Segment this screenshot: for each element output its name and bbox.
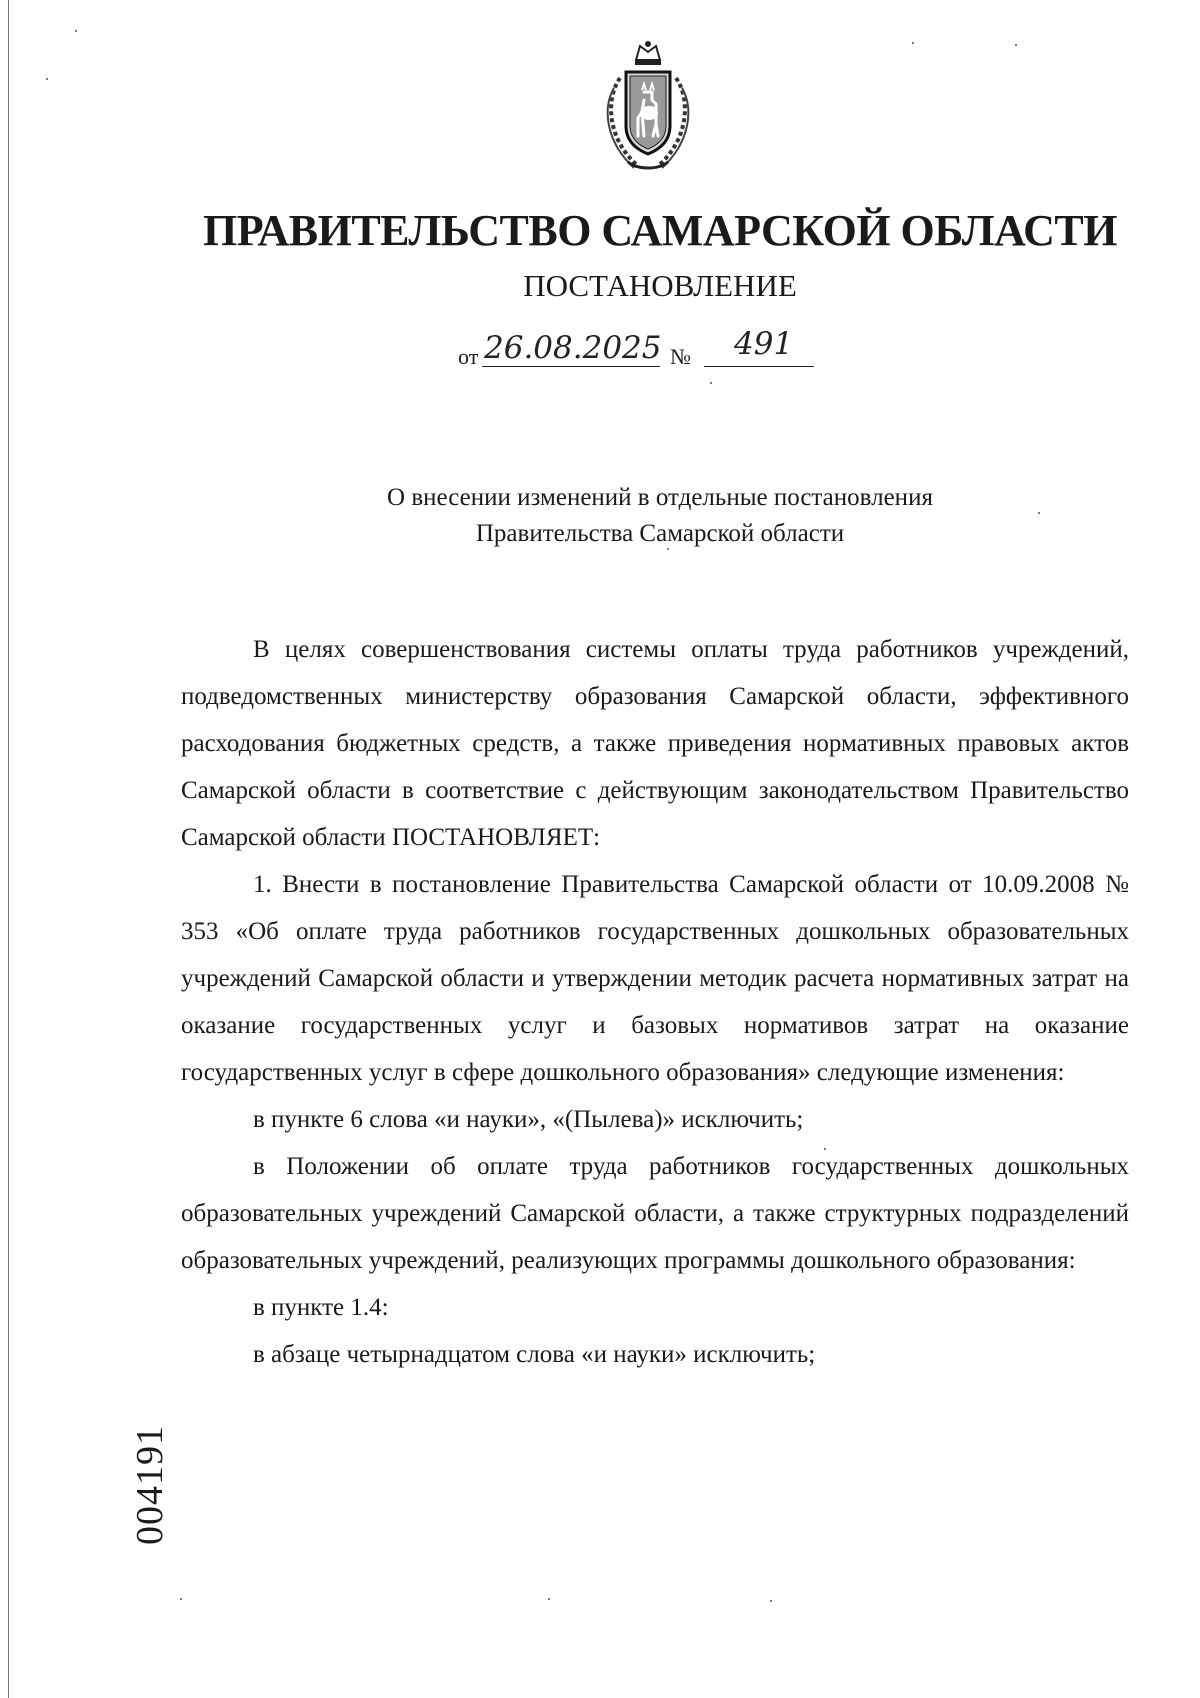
scan-edge-line [8,0,9,1698]
paragraph: В целях совершенствования системы оплаты труда работников учреждений, подведомственных министерству образования Самарской области, эффективного расходования бюджетных средств, а также приведения нормативных правовых актов Самарской области в соответствие с действующим законодательством Правительство Самарской области ПОСТАНОВЛЯЕТ: [181,636,1129,851]
scan-speck [770,1600,772,1602]
subject-line: О внесении изменений в отдельные постановления [387,484,933,511]
handwritten-number: 491 [734,326,794,362]
paragraph: в пункте 1.4: [253,1294,389,1321]
scan-speck [46,78,48,80]
subject-line: Правительства Самарской области [475,520,845,547]
scan-speck [180,1598,182,1600]
date-prefix: от [458,344,479,369]
number-underline [704,366,814,367]
organization-title: ПРАВИТЕЛЬСТВО САМАРСКОЙ ОБЛАСТИ [203,206,1117,255]
number-prefix: № [670,344,691,369]
document-subject [60,480,1200,552]
handwritten-date: 26.08.2025 [484,330,662,366]
scan-speck [710,382,712,384]
paragraph: 1. Внести в постановление Правительства Самарской области от 10.09.2008 № 353 «Об оплате труда работников государственных дошкольных образовательных учреждений Самарской области и утверждении методик расчета нормативных затрат на оказание государственных услуг и базовых нормативов затрат на оказание государственных услуг в сфере дошкольного образования» следующие изменения: [181,871,1129,1086]
document-body [181,626,1129,1378]
paragraph: в Положении об оплате труда работников государственных дошкольных образовательных учреждений Самарской области, а также структурных подразделений образовательных учреждений, реализующих программы дошкольного образования: [181,1153,1129,1274]
date-underline [482,366,660,367]
scan-speck [912,42,914,44]
registration-number: 004191 [129,1425,171,1545]
samara-coat-of-arms-icon [598,38,698,176]
paragraph: в пункте 6 слова «и науки», «(Пылева)» исключить; [253,1106,804,1133]
document-type: ПОСТАНОВЛЕНИЕ [523,268,797,303]
scan-speck [75,30,77,32]
scan-speck [548,1598,550,1600]
paragraph: в абзаце четырнадцатом слова «и науки» исключить; [253,1341,816,1368]
scan-speck [1015,44,1017,46]
